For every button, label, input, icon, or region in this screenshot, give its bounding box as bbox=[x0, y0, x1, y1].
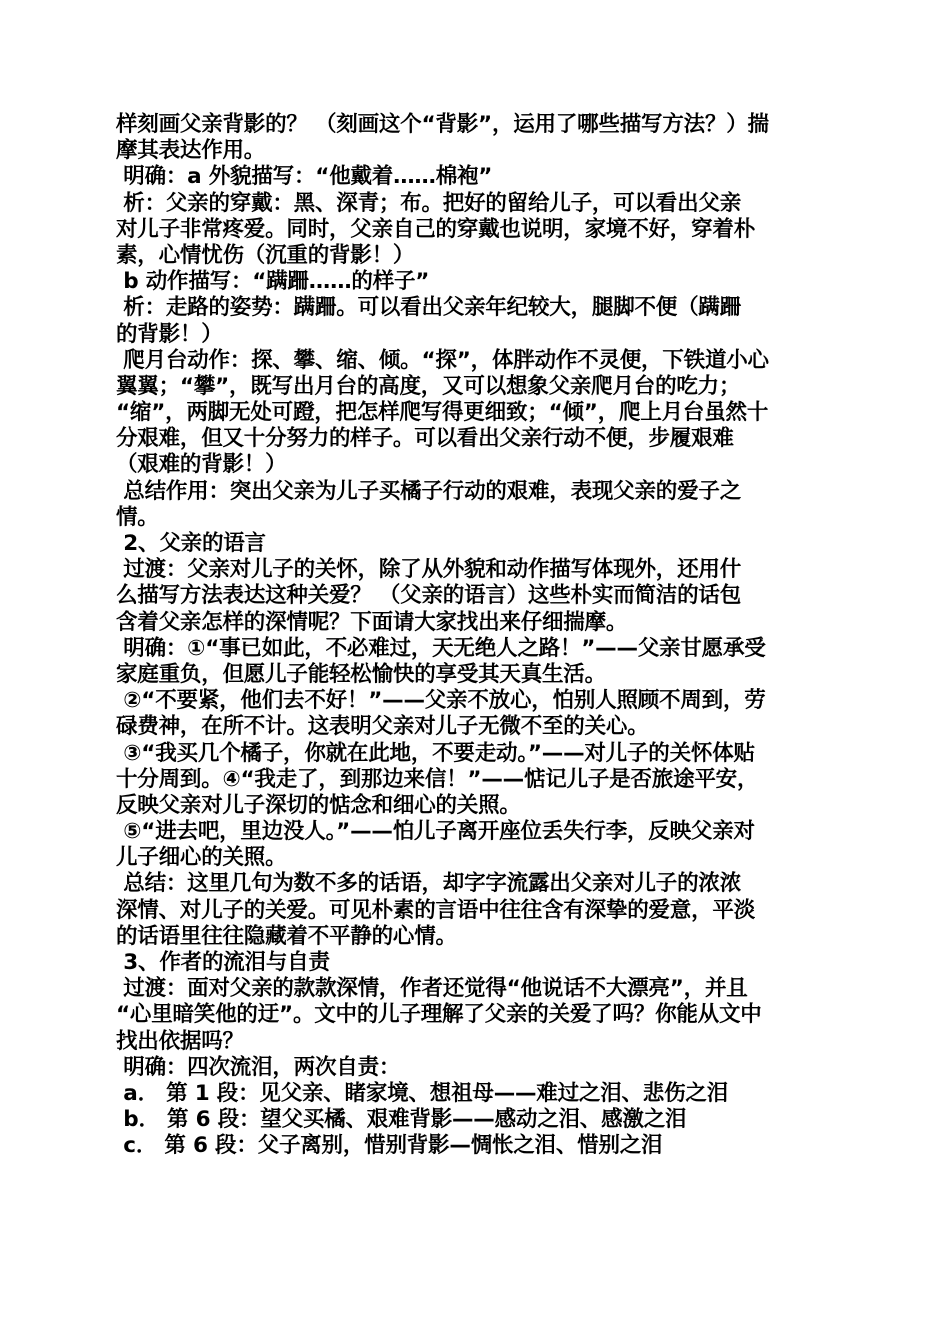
text-line: 十分周到。④“我走了，到那边来信！”——惦记儿子是否旅途平安， bbox=[116, 766, 759, 792]
text-line: 明确：a 外貌描写：“他戴着……棉袍” bbox=[116, 164, 493, 190]
text-line: 明确：四次流泪，两次自责： bbox=[116, 1054, 401, 1080]
text-line: 找出依据吗？ bbox=[116, 1028, 244, 1054]
section-heading: 3、作者的流泪与自责 bbox=[116, 950, 330, 975]
document-page bbox=[116, 112, 842, 1160]
text-line: 儿子细心的关照。 bbox=[116, 845, 287, 871]
text-line: 素，心情忧伤（沉重的背影！） bbox=[116, 242, 415, 268]
text-line: ②“不要紧，他们去不好！”——父亲不放心，怕别人照顾不周到，劳 bbox=[116, 688, 766, 714]
text-line: 对儿子非常疼爱。同时，父亲自己的穿戴也说明，家境不好，穿着朴 bbox=[116, 216, 756, 242]
text-line: 家庭重负，但愿儿子能轻松愉快的享受其天真生活。 bbox=[116, 661, 606, 687]
text-line: （艰难的背影！） bbox=[116, 452, 287, 478]
text-line: 反映父亲对儿子深切的惦念和细心的关照。 bbox=[116, 792, 521, 818]
text-line: 爬月台动作：探、攀、缩、倾。“探”，体胖动作不灵便，下铁道小心 bbox=[116, 347, 769, 373]
text-line: 的背影！） bbox=[116, 321, 223, 347]
text-line: “心里暗笑他的迂”。文中的儿子理解了父亲的关爱了吗？你能从文中 bbox=[116, 1002, 762, 1028]
text-line: 碌费神，在所不计。这表明父亲对儿子无微不至的关心。 bbox=[116, 714, 649, 740]
text-line: “缩”，两脚无处可蹬，把怎样爬写得更细致；“倾”，爬上月台虽然十 bbox=[116, 400, 769, 426]
text-line: 总结：这里几句为数不多的话语，却字字流露出父亲对儿子的浓浓 bbox=[116, 871, 741, 897]
text-line: 析：走路的姿势：蹒跚。可以看出父亲年纪较大，腿脚不便（蹒跚 bbox=[116, 295, 741, 321]
text-line: b 动作描写：“蹒跚……的样子” bbox=[116, 269, 430, 295]
text-line: 样刻画父亲背影的？ （刻画这个“背影”，运用了哪些描写方法？）揣 bbox=[116, 112, 769, 137]
text-line: 么描写方法表达这种关爱？ （父亲的语言）这些朴实而简洁的话包 bbox=[116, 583, 741, 609]
text-line: ③“我买几个橘子，你就在此地，不要走动。”——对儿子的关怀体贴 bbox=[116, 740, 755, 766]
text-line: 情。 bbox=[116, 504, 159, 530]
text-line: 明确：①“事已如此，不必难过，天无绝人之路！”——父亲甘愿承受 bbox=[116, 635, 766, 661]
text-line: 分艰难，但又十分努力的样子。可以看出父亲行动不便，步履艰难 bbox=[116, 426, 734, 452]
text-line: 过渡：面对父亲的款款深情，作者还觉得“他说话不大漂亮”，并且 bbox=[116, 976, 748, 1002]
text-line: 的话语里往往隐藏着不平静的心情。 bbox=[116, 923, 457, 949]
text-line: 摩其表达作用。 bbox=[116, 138, 266, 164]
text-line: ⑤“进去吧，里边没人。”——怕儿子离开座位丢失行李，反映父亲对 bbox=[116, 819, 755, 845]
list-item: c． 第 6 段：父子离别，惜别背影—惆怅之泪、惜别之泪 bbox=[116, 1133, 663, 1159]
section-heading: 2、父亲的语言 bbox=[116, 531, 266, 556]
list-item: a． 第 1 段：见父亲、睹家境、想祖母——难过之泪、悲伤之泪 bbox=[116, 1080, 729, 1106]
text-line: 过渡：父亲对儿子的关怀，除了从外貌和动作描写体现外，还用什 bbox=[116, 557, 741, 583]
list-item: b． 第 6 段：望父买橘、艰难背影——感动之泪、感激之泪 bbox=[116, 1107, 687, 1133]
text-line: 含着父亲怎样的深情呢？下面请大家找出来仔细揣摩。 bbox=[116, 609, 628, 635]
text-line: 深情、对儿子的关爱。可见朴素的言语中往往含有深挚的爱意，平淡 bbox=[116, 897, 756, 923]
text-line: 总结作用：突出父亲为儿子买橘子行动的艰难，表现父亲的爱子之 bbox=[116, 478, 741, 504]
text-line: 析：父亲的穿戴：黑、深青；布。把好的留给儿子，可以看出父亲 bbox=[116, 190, 741, 216]
text-line: 翼翼；“攀”，既写出月台的高度，又可以想象父亲爬月台的吃力； bbox=[116, 373, 741, 399]
